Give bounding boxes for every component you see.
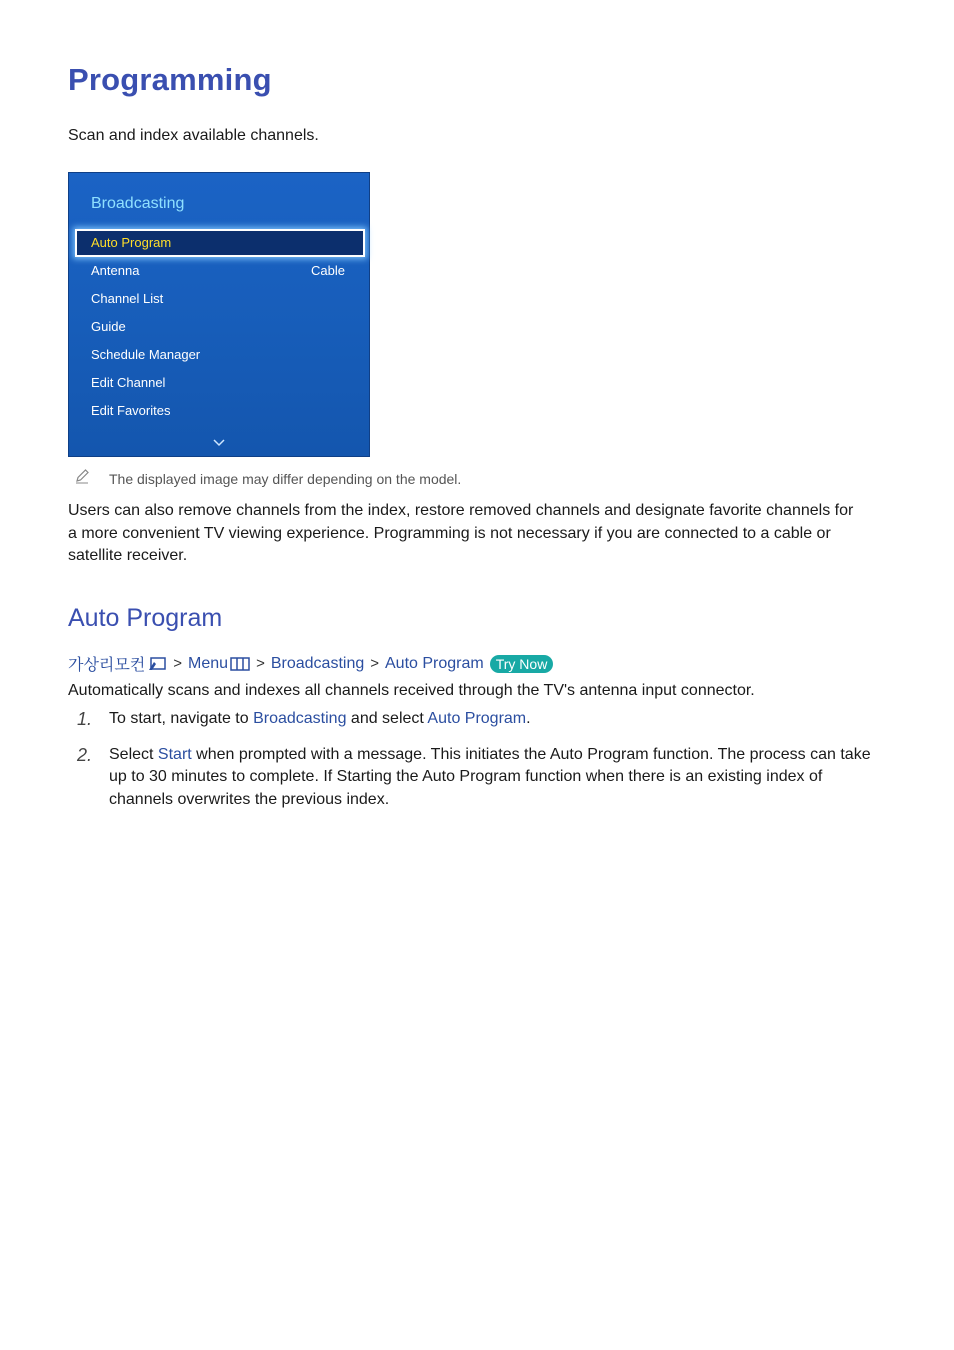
menu-item-label: Edit Favorites — [91, 403, 171, 418]
tv-menu-screenshot — [68, 172, 370, 457]
menu-item-edit-channel[interactable] — [75, 369, 365, 397]
menu-item-label: Antenna — [91, 263, 140, 278]
step-number: 2. — [77, 744, 93, 765]
step-body — [109, 708, 888, 731]
body-paragraph: Users can also remove channels from the index, restore removed channels and designate favorite channels for a more convenient TV viewing experience. Programming is not necessary if you are connected to a cable or satellite receiver. — [68, 502, 854, 564]
menu-item-value: Cable — [311, 263, 345, 278]
remote-icon — [147, 656, 167, 672]
step-text: To start, navigate to — [109, 710, 254, 727]
menu-item-channel-list[interactable] — [75, 285, 365, 313]
step-text: Select — [109, 745, 158, 763]
menu-item-label: Auto Program — [91, 235, 172, 250]
step-number: 1. — [77, 709, 93, 729]
steps-list — [68, 708, 888, 811]
chevron-down-icon[interactable] — [213, 439, 225, 447]
page-title: Programming — [68, 62, 272, 97]
intro-text: Scan and index available channels. — [68, 127, 319, 144]
path-separator: > — [256, 655, 265, 672]
link-broadcasting[interactable]: Broadcasting — [253, 710, 347, 727]
path-menu[interactable]: Menu — [188, 654, 229, 672]
link-start[interactable]: Start — [157, 745, 192, 763]
menu-icon — [230, 657, 250, 671]
step-text: when prompted with a message. This initiates the Auto Program function. The process can take up to 30 minutes to complete. If Starting the Auto Program function when there is an existing index of channels overwrites the previous index. — [109, 745, 871, 808]
menu-item-edit-favorites[interactable] — [75, 397, 365, 425]
menu-list — [75, 229, 365, 425]
step-item — [68, 744, 888, 812]
step-body — [109, 744, 888, 812]
menu-item-label: Schedule Manager — [91, 347, 201, 362]
note-text: The displayed image may differ depending on the model. — [109, 471, 462, 487]
step-text: and select — [346, 710, 428, 727]
path-separator: > — [370, 655, 379, 672]
link-auto-program[interactable]: Auto Program — [427, 710, 527, 727]
menu-item-label: Channel List — [91, 291, 164, 306]
pencil-icon — [74, 468, 90, 484]
section-description: Automatically scans and indexes all channels received through the TV's antenna input connector. — [68, 682, 755, 699]
path-remote[interactable]: 가상리모컨 — [68, 657, 146, 674]
menu-path — [68, 652, 553, 675]
section-title: Auto Program — [68, 604, 223, 632]
step-item — [68, 708, 888, 731]
menu-item-antenna[interactable] — [75, 257, 365, 285]
menu-item-label: Guide — [91, 319, 126, 334]
try-now-button[interactable]: Try Now — [490, 655, 554, 673]
path-separator: > — [173, 655, 183, 672]
menu-item-schedule-manager[interactable] — [75, 341, 365, 369]
path-broadcasting[interactable]: Broadcasting — [270, 654, 365, 672]
menu-item-auto-program[interactable] — [75, 229, 365, 257]
menu-item-guide[interactable] — [75, 313, 365, 341]
path-auto-program[interactable]: Auto Program — [385, 654, 484, 672]
menu-item-label: Edit Channel — [91, 375, 166, 390]
step-text: . — [526, 710, 531, 727]
menu-title: Broadcasting — [91, 195, 185, 212]
